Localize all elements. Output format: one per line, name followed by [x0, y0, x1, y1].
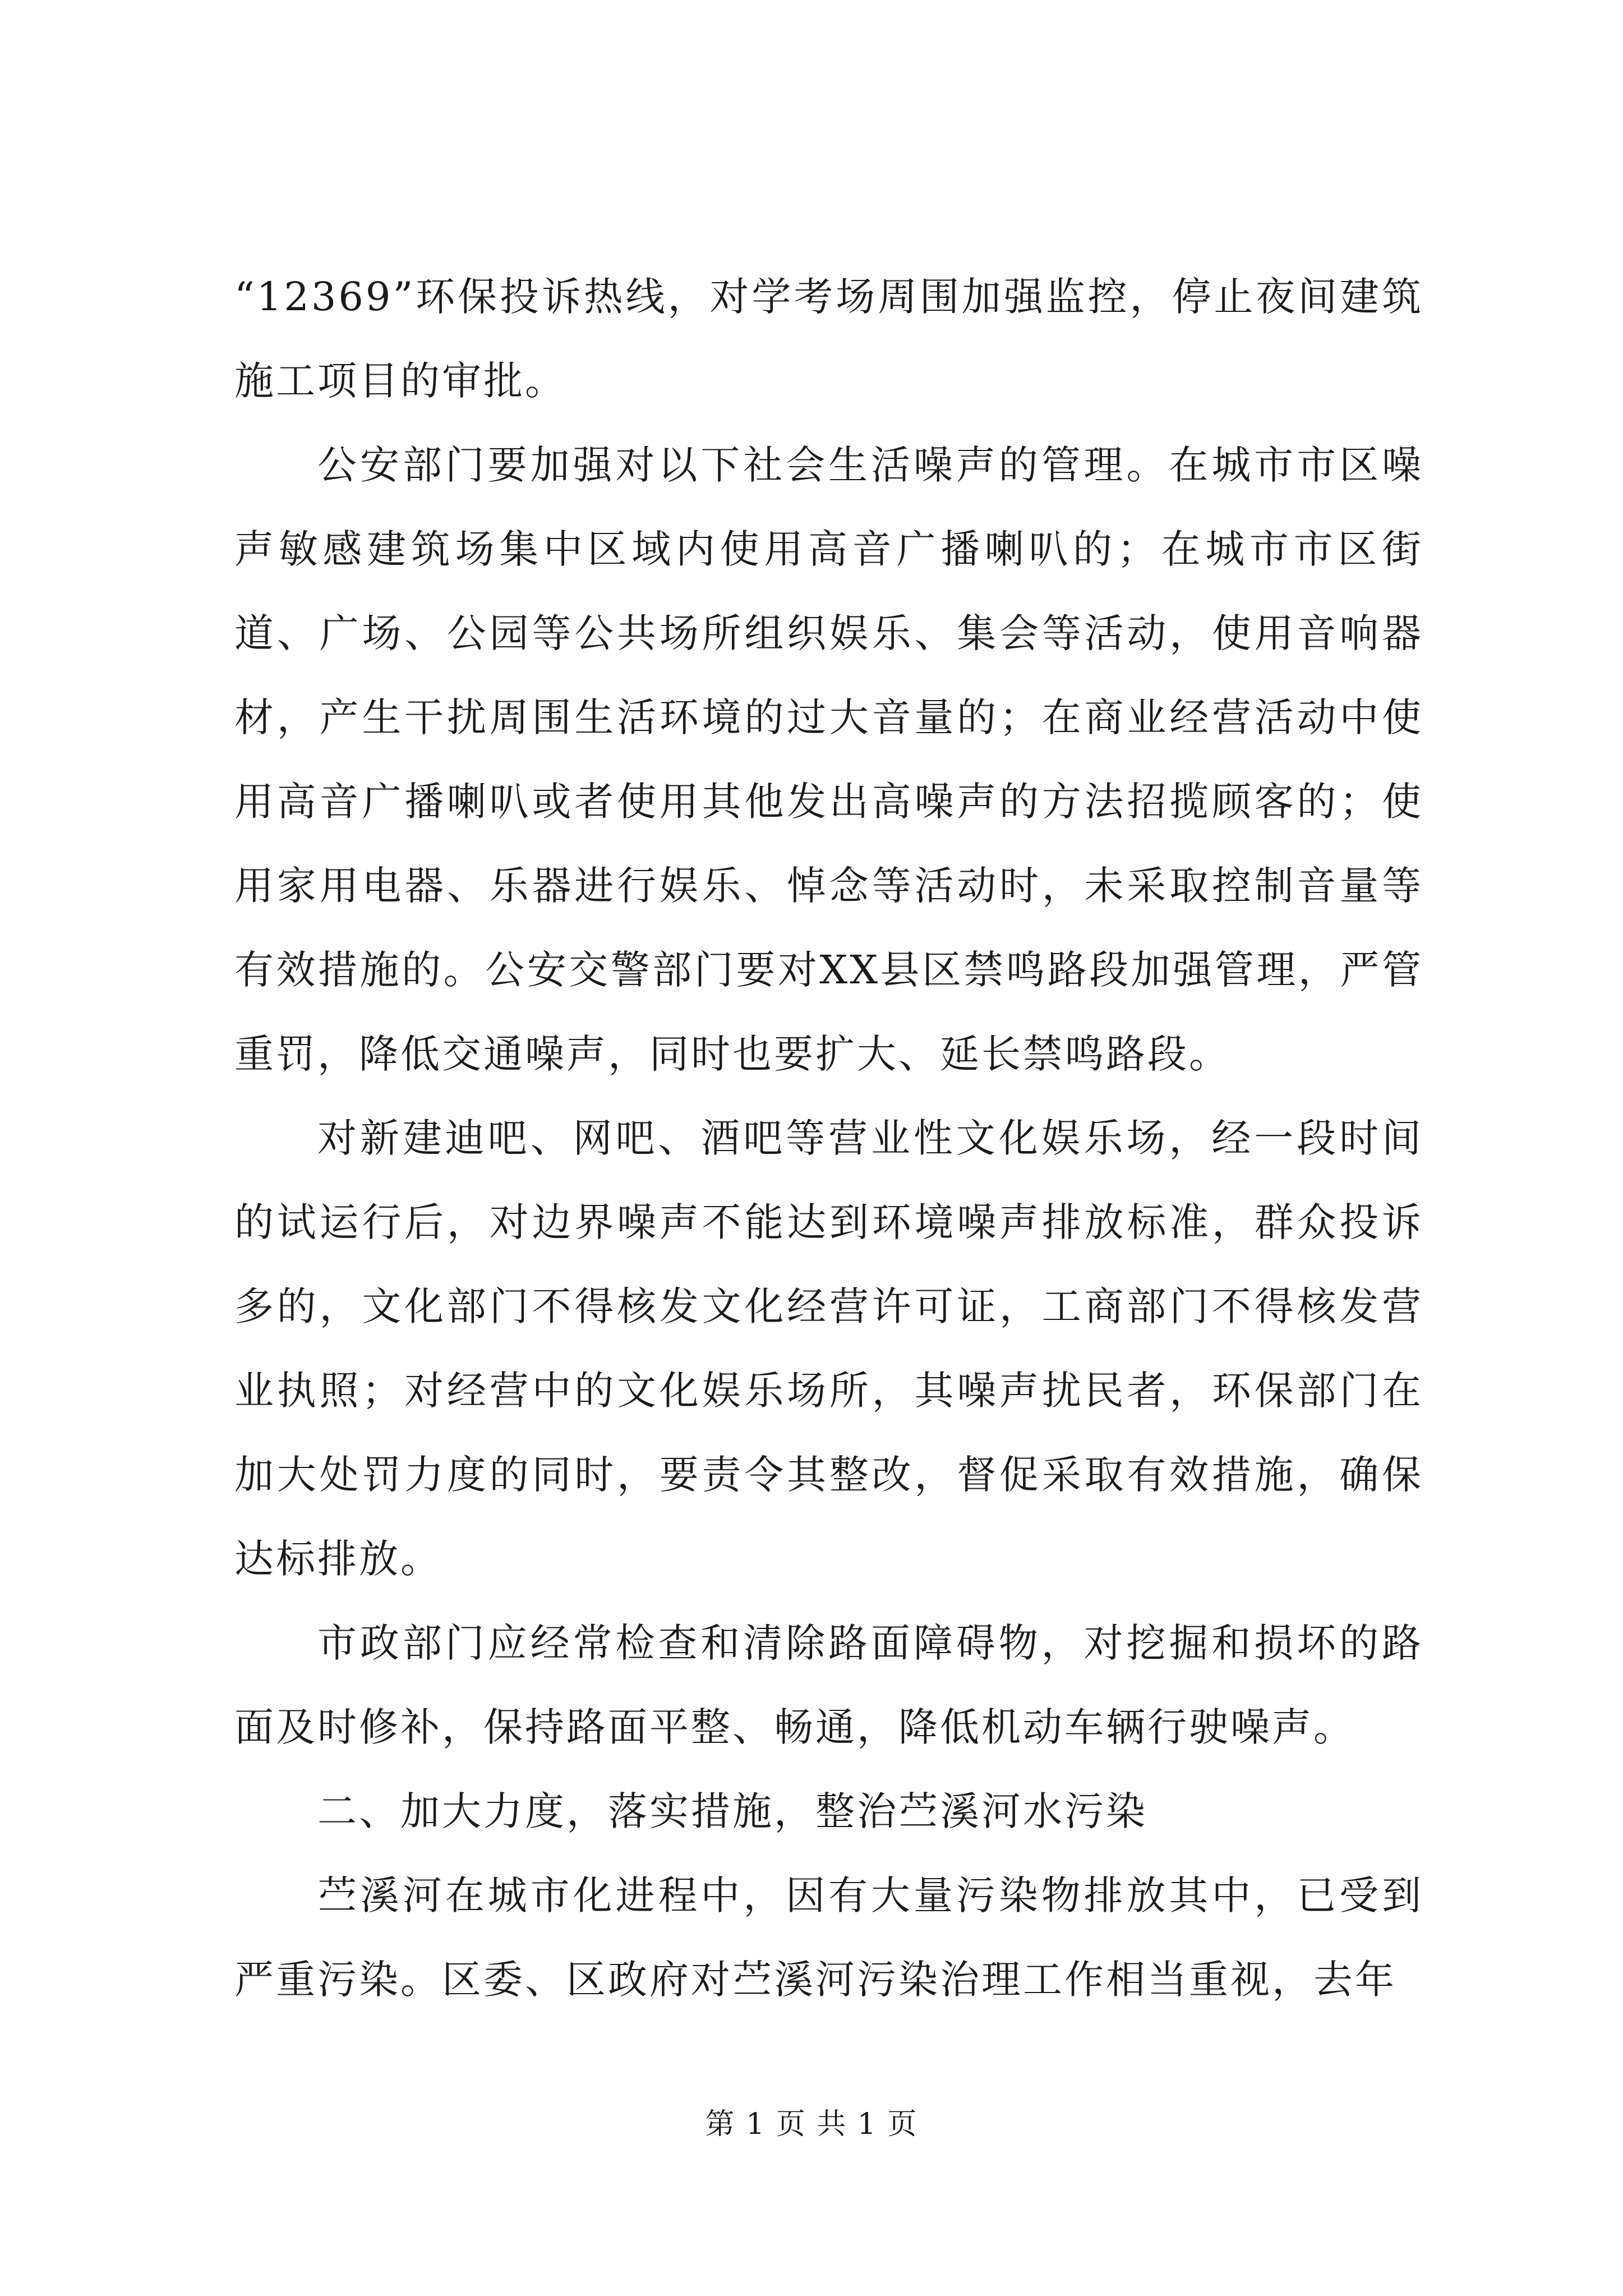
paragraph-river-pollution: 苎溪河在城市化进程中，因有大量污染物排放其中，已受到严重污染。区委、区政府对苎溪河污染治理工作相当重视，去年 [234, 1872, 1423, 2003]
paragraph-public-security: 公安部门要加强对以下社会生活噪声的管理。在城市市区噪声敏感建筑场集中区域内使用高音广播喇叭的；在城市市区街道、广场、公园等公共场所组织娱乐、集会等活动，使用音响器材，产生干扰周围生活环境的过大音量的；在商业经营活动中使用高音广播喇叭或者使用其他发出高噪声的方法招揽顾客的；使用家用电器、乐器进行娱乐、悼念等活动时，未采取控制音量等有效措施的。公安交警部门要对XX县区禁鸣路段加强管理，严管重罚，降低交通噪声，同时也要扩大、延长禁鸣路段。 [234, 442, 1423, 1077]
section-heading: 二、加大力度，落实措施，整治苎溪河水污染 [317, 1788, 1147, 1834]
paragraph-continuation: “12369”环保投诉热线，对学考场周围加强监控，停止夜间建筑施工项目的审批。 [234, 274, 1423, 404]
paragraph-entertainment-venues: 对新建迪吧、网吧、酒吧等营业性文化娱乐场，经一段时间的试运行后，对边界噪声不能达到环境噪声排放标准，群众投诉多的，文化部门不得核发文化经营许可证，工商部门不得核发营业执照；对经营中的文化娱乐场所，其噪声扰民者，环保部门在加大处罚力度的同时，要责令其整改，督促采取有效措施，确保达标排放。 [234, 1115, 1423, 1582]
paragraph-municipal: 市政部门应经常检查和清除路面障碍物，对挖掘和损坏的路面及时修补，保持路面平整、畅通，降低机动车辆行驶噪声。 [234, 1620, 1423, 1750]
page-footer: 第 1 页 共 1 页 [705, 2108, 918, 2141]
document-body [234, 255, 1423, 2022]
